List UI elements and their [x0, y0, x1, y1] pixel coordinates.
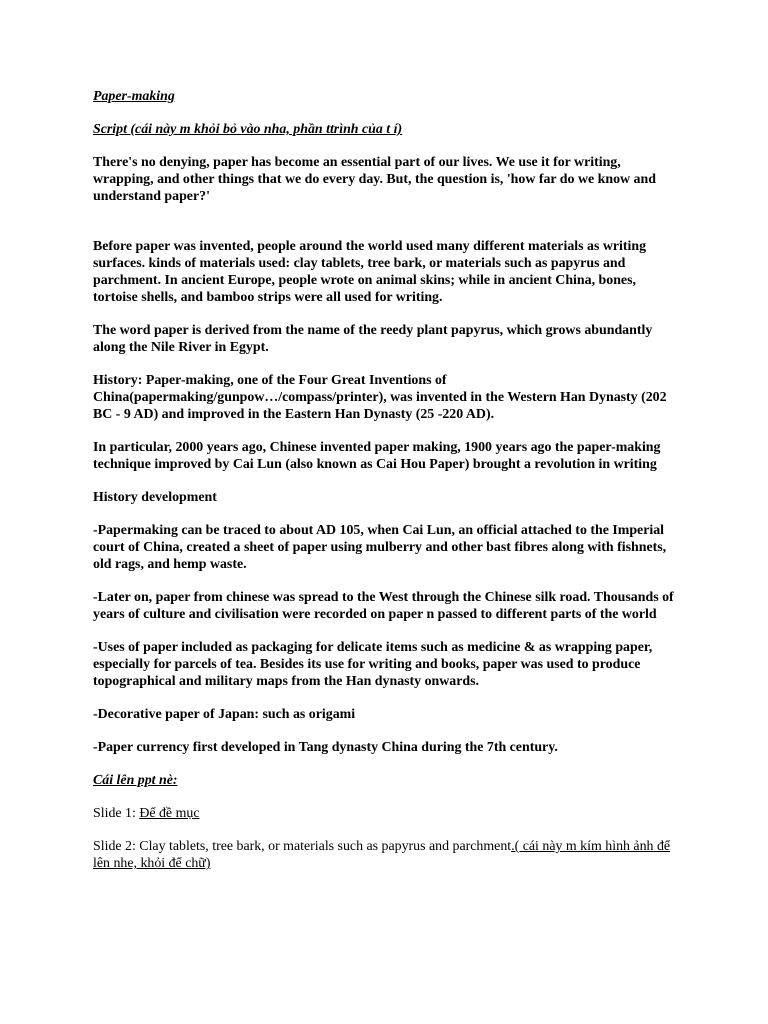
- particular-paragraph: In particular, 2000 years ago, Chinese invented paper making, 1900 years ago the paper-making technique improved by Cai Lun (also known as Cai Hou Paper) brought a revolution in writing: [93, 440, 661, 472]
- development-item-1: -Papermaking can be traced to about AD 105, when Cai Lun, an official attached to the Imperial court of China, created a sheet of paper using mulberry and other bast fibres along with fishnets, old rags, and hemp waste.: [93, 523, 667, 572]
- history-development-heading: History development: [93, 490, 217, 505]
- history-paragraph: History: Paper-making, one of the Four Great Inventions of China(papermaking/gunpow…/compass/printer), was invented in the Western Han Dynasty (202 BC - 9 AD) and improved in the Eastern Han Dynasty (25 -220 AD).: [93, 373, 667, 422]
- slide-1-label: Slide 1:: [93, 806, 140, 821]
- development-item-4: -Decorative paper of Japan: such as origami: [93, 707, 356, 722]
- slide-2-note: .( cái này m kím hình ảnh để lên nhe, khỏi để chữ): [93, 839, 671, 871]
- slide-2-label: Slide 2: Clay tablets, tree bark, or materials such as papyrus and parchment: [93, 839, 512, 854]
- development-item-2: -Later on, paper from chinese was spread to the West through the Chinese silk road. Thousands of years of culture and civilisation were recorded on paper n passed to different parts of the world: [93, 590, 674, 622]
- intro-paragraph: There's no denying, paper has become an essential part of our lives. We use it for writing, wrapping, and other things that we do every day. But, the question is, 'how far do we know and understand paper?': [93, 155, 656, 204]
- before-paper-paragraph: Before paper was invented, people around the world used many different materials as writing surfaces. kinds of materials used: clay tablets, tree bark, or materials such as papyrus and parchment. In ancient Europe, people wrote on animal skins; while in ancient China, bones, tortoise shells, and bamboo strips were all used for writing.: [93, 239, 647, 305]
- script-heading: Script (cái này m khỏi bỏ vào nha, phần ttrình của t í): [93, 122, 403, 137]
- slide-1-line: [93, 805, 683, 822]
- ppt-heading: Cái lên ppt nè:: [93, 773, 178, 788]
- slide-2-line: [93, 838, 683, 872]
- word-paper-paragraph: The word paper is derived from the name of the reedy plant papyrus, which grows abundantly along the Nile River in Egypt.: [93, 323, 653, 355]
- document-page: [93, 88, 683, 872]
- slide-1-value: Để đề mục: [139, 806, 200, 821]
- development-item-3: -Uses of paper included as packaging for delicate items such as medicine & as wrapping paper, especially for parcels of tea. Besides its use for writing and books, paper was used to produce topographical and military maps from the Han dynasty onwards.: [93, 640, 653, 689]
- development-item-5: -Paper currency first developed in Tang dynasty China during the 7th century.: [93, 740, 558, 755]
- document-title: Paper-making: [93, 89, 175, 104]
